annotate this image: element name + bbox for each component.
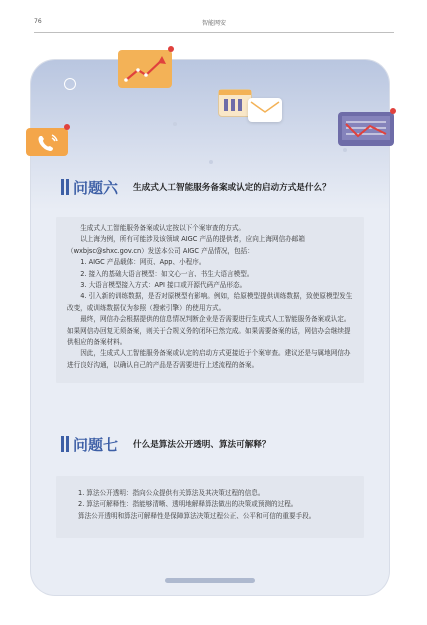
trend-up-icon <box>118 50 172 88</box>
question-6-heading <box>61 177 381 197</box>
notification-dot <box>168 46 174 52</box>
question-6-answer <box>56 217 364 383</box>
answer-list-item: 1. 算法公开透明：指向公众提供有关算法及其决策过程的信息。 <box>78 489 265 497</box>
monitor-chart-icon <box>338 112 394 146</box>
answer-list-item: 1. AIGC 产品载体：网页、App、小程序。 <box>80 258 206 267</box>
home-indicator <box>165 578 255 583</box>
camera-icon <box>64 78 76 90</box>
decor-dot <box>209 160 213 164</box>
decor-dot <box>343 148 347 152</box>
heading-bars-icon <box>61 436 69 452</box>
running-header-title: 智能网安 <box>201 20 226 27</box>
notification-dot <box>390 108 396 114</box>
heading-bars-icon <box>61 179 69 195</box>
mail-icon <box>248 98 282 122</box>
bar-chart-icon <box>218 89 252 117</box>
question-7-label: 问题七 <box>73 436 119 454</box>
answer-paragraph: 生成式人工智能服务备案或认定按以下个案审查的方式。 <box>80 224 246 232</box>
answer-paragraph: 最终，网信办会根据提供的信息情况判断企业是否需要进行生成式人工智能服务备案或认定。如果网信办回复无须备案，则关于合规义务的闭环已然完成。如果需要备案的话，网信办会继续提供相应的备案材料。 <box>67 315 351 347</box>
question-7-heading <box>61 434 381 454</box>
phone-icon <box>26 128 68 156</box>
question-7-answer <box>56 476 364 538</box>
answer-paragraph: 因此，生成式人工智能服务备案或认定的启动方式更接近于个案审查。建议还是与属地网信办进行良好沟通，以确认自己的产品是否需要进行上述流程的备案。 <box>67 349 351 369</box>
page-number: 76 <box>34 18 42 25</box>
notification-dot <box>64 124 70 130</box>
page-header <box>34 18 394 32</box>
answer-list-item: 4. 引入新的训练数据，是否对原模型有影响。例如，给原模型提供训练数据，致使原模型发生改变，或训练数据仅为参照（搜索引擎）的使用方式。 <box>67 292 353 312</box>
tablet-frame <box>31 60 389 595</box>
decor-dot <box>173 122 177 126</box>
answer-paragraph: 以上海为例，所有可能涉及该领域 AIGC 产品的提供者，应向上海网信办邮箱（wxbjsc@shxc.gov.cn）发送本公司 AIGC 产品情况，包括： <box>67 235 305 255</box>
question-6-title: 生成式人工智能服务备案或认定的启动方式是什么？ <box>133 183 331 193</box>
question-6-label: 问题六 <box>73 179 119 197</box>
answer-list-item: 2. 算法可解释性：指能够清晰、透明地解释算法做出的决策或预测的过程。 <box>78 500 298 509</box>
question-7-title: 什么是算法公开透明、算法可解释？ <box>133 440 271 450</box>
answer-list-item: 2. 接入的基础大语言模型：如文心一言、书生大语言模型。 <box>80 269 254 278</box>
answer-list-item: 3. 大语言模型接入方式：API 接口或开源代码产品形态。 <box>80 281 247 290</box>
header-divider <box>34 32 394 33</box>
answer-paragraph: 算法公开透明和算法可解释性是保障算法决策过程公正、公平和可信的重要手段。 <box>78 511 316 520</box>
